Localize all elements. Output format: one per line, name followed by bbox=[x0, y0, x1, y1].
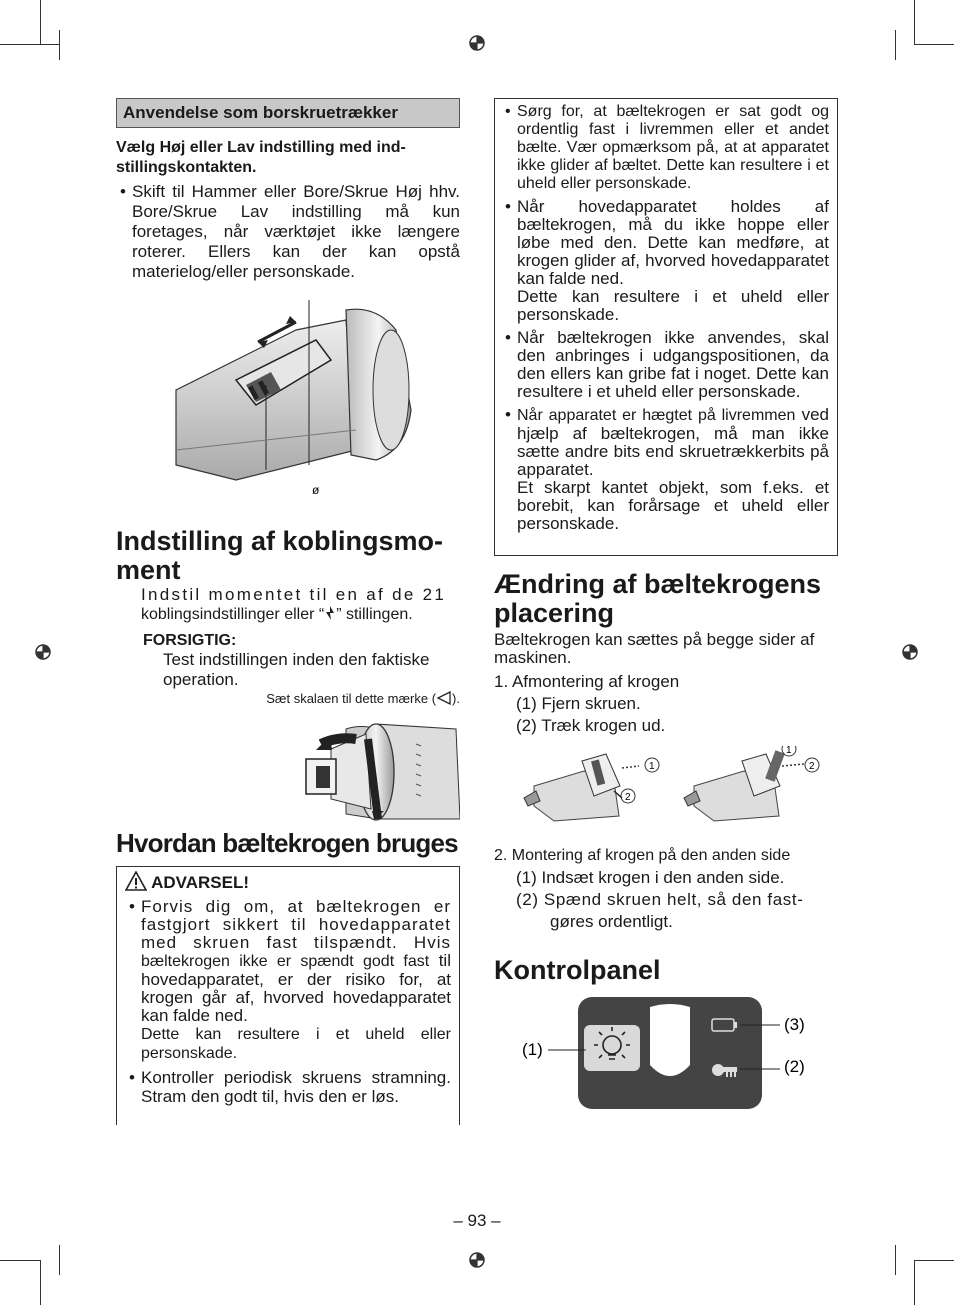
right-column bbox=[494, 98, 838, 1125]
crop-mark bbox=[914, 1260, 954, 1261]
safety-bullet: • Sørg for, at bæltekrogen er sat godt og ordentlig fast i livremmen eller et andet bælte. Vær opmærksom på, at at apparatet ikke glider af bæltet. Dette kan resultere i et uheld eller personskade. bbox=[501, 103, 829, 193]
crop-mark bbox=[895, 1245, 896, 1275]
scale-note bbox=[141, 690, 460, 708]
figure-callout-1: 1 bbox=[786, 746, 792, 756]
heading-line: ment bbox=[116, 555, 181, 585]
crop-mark bbox=[895, 30, 896, 60]
light-button bbox=[584, 1025, 640, 1071]
trigger-window bbox=[650, 1004, 690, 1076]
bullet-text: Dette kan resultere i et uheld eller personskade. bbox=[517, 287, 829, 324]
drill-mode-icon bbox=[324, 605, 336, 621]
section-heading-control-panel: Kontrolpanel bbox=[494, 955, 661, 985]
step-2-1: (1) Indsæt krogen i den anden side. bbox=[516, 868, 785, 887]
crop-mark bbox=[914, 0, 915, 44]
registration-mark-icon bbox=[901, 643, 919, 661]
registration-mark-icon bbox=[468, 34, 486, 52]
crop-mark bbox=[0, 1260, 40, 1261]
section-heading-hook-position bbox=[494, 570, 838, 628]
heading-line: placering bbox=[494, 598, 615, 628]
page-number: – 93 – bbox=[453, 1211, 501, 1230]
section-subtitle: Vælg Høj eller Lav indstilling med ind-stillingskontakten. bbox=[116, 139, 406, 176]
step-2-2-cont: gøres ordentligt. bbox=[550, 912, 673, 931]
callout-label-2: (2) bbox=[784, 1057, 805, 1076]
crop-mark bbox=[40, 1260, 41, 1305]
section-heading-belt-hook: Hvordan bæltekrogen bruges bbox=[116, 828, 458, 858]
crop-mark bbox=[30, 44, 60, 45]
safety-bullet: • Når bæltekrogen ikke anvendes, skal den anbringes i udgangspositionen, da den ellers kan gribe fat i noget. Dette kan resultere i et uheld eller personskade. bbox=[501, 329, 829, 401]
figure-callout-2: 2 bbox=[625, 792, 631, 803]
warning-bullet bbox=[125, 898, 451, 1063]
bullet-text: Et skarpt kantet objekt, som f.eks. et borebit, kan forårsage et uheld eller personskade. bbox=[517, 478, 829, 533]
scale-note-text: ). bbox=[452, 691, 460, 706]
step-1-1: (1) Fjern skruen. bbox=[516, 694, 641, 713]
crop-mark bbox=[40, 0, 41, 44]
step-2: 2. Montering af krogen på den anden side bbox=[494, 847, 791, 864]
control-panel-illustration bbox=[494, 995, 838, 1125]
bullet-text: ved hjælp af bæltekrogen, må man ikke sætte andre bits end skruetrækkerbits på apparatet. bbox=[517, 405, 829, 479]
clutch-text: Indstil momentet til en af de 21 bbox=[141, 585, 447, 604]
crop-mark bbox=[914, 1260, 915, 1305]
figure-label: ø bbox=[312, 483, 320, 497]
left-column bbox=[116, 98, 460, 1125]
step-2-2: (2) Spænd skruen helt, så den fast- bbox=[516, 890, 804, 909]
drill-figure-left bbox=[524, 754, 659, 821]
figure-callout-2: 2 bbox=[809, 761, 815, 772]
bullet-text: Når apparatet er hægtet på livremmen bbox=[517, 407, 796, 424]
safety-bullet bbox=[501, 198, 829, 324]
clutch-text bbox=[141, 605, 460, 625]
warning-heading bbox=[125, 871, 451, 894]
registration-mark-icon bbox=[34, 643, 52, 661]
bullet-text: Dette kan resultere i et uheld eller personskade. bbox=[141, 1026, 451, 1062]
crop-mark bbox=[914, 44, 954, 45]
registration-mark-icon bbox=[468, 1251, 486, 1269]
crop-mark bbox=[59, 30, 60, 60]
drill-figure-right bbox=[684, 746, 819, 821]
clutch-collar-illustration bbox=[116, 714, 460, 824]
caution-text: Test indstillingen inden den faktiske operation. bbox=[163, 650, 430, 689]
clutch-text-part: koblingsindstillinger eller “ bbox=[141, 606, 325, 623]
warning-box bbox=[116, 866, 460, 1125]
speed-switch-illustration bbox=[116, 290, 460, 515]
callout-label-3: (3) bbox=[784, 1015, 805, 1034]
callout-label-1: (1) bbox=[522, 1040, 543, 1059]
section-heading-clutch bbox=[116, 527, 460, 585]
heading-line: Indstilling af koblingsmo- bbox=[116, 526, 443, 556]
bullet-text: til hovedapparatet, er der risiko for, at krogen går af, hvorved hovedapparatet kan falde ned. bbox=[141, 951, 451, 1025]
figure-callout-1: 1 bbox=[649, 761, 655, 772]
warning-triangle-icon bbox=[125, 871, 147, 891]
caution-label: FORSIGTIG: bbox=[143, 632, 237, 649]
belt-hook-removal-illustration bbox=[494, 746, 838, 828]
bullet-item: • Skift til Hammer eller Bore/Skrue Høj hhv. Bore/Skrue Lav indstilling må kun foretages, når værktøjet ikke længere roterer. Ellers kan der kan opstå materielog/eller personskade. bbox=[116, 182, 460, 282]
safety-bullet bbox=[501, 406, 829, 533]
warning-label: ADVARSEL! bbox=[151, 873, 250, 892]
bullet-text: bæltekrogen ikke er spændt godt fast bbox=[141, 953, 430, 970]
clutch-text-part: ” stillingen. bbox=[336, 606, 413, 623]
hook-intro: Bæltekrogen kan sættes på begge sider af maskinen. bbox=[494, 630, 815, 667]
triangle-mark-icon bbox=[436, 691, 452, 705]
crop-mark bbox=[59, 1245, 60, 1275]
warning-bullet: • Kontroller periodisk skruens stramning. Stram den godt til, hvis den er løs. bbox=[125, 1068, 451, 1106]
step-1-2: (2) Træk krogen ud. bbox=[516, 716, 666, 735]
step-1: 1. Afmontering af krogen bbox=[494, 672, 680, 691]
bullet-text: Forvis dig om, at bæltekrogen er fastgjort sikkert til hovedapparatet med skruen fast tilspændt. Hvis bbox=[141, 897, 451, 952]
belt-hook-safety-box bbox=[494, 98, 838, 556]
heading-line: Ændring af bæltekrogens bbox=[494, 569, 822, 599]
scale-note-text: Sæt skalaen til dette mærke ( bbox=[266, 691, 437, 706]
section-heading-drill-use: Anvendelse som borskruetrækker bbox=[116, 98, 460, 128]
bullet-text: Når hovedapparatet holdes af bæltekrogen, må du ikke hoppe eller løbe med den. Dette kan medføre, at krogen glider af, hvorved hovedapparatet kan falde ned. bbox=[517, 197, 829, 288]
